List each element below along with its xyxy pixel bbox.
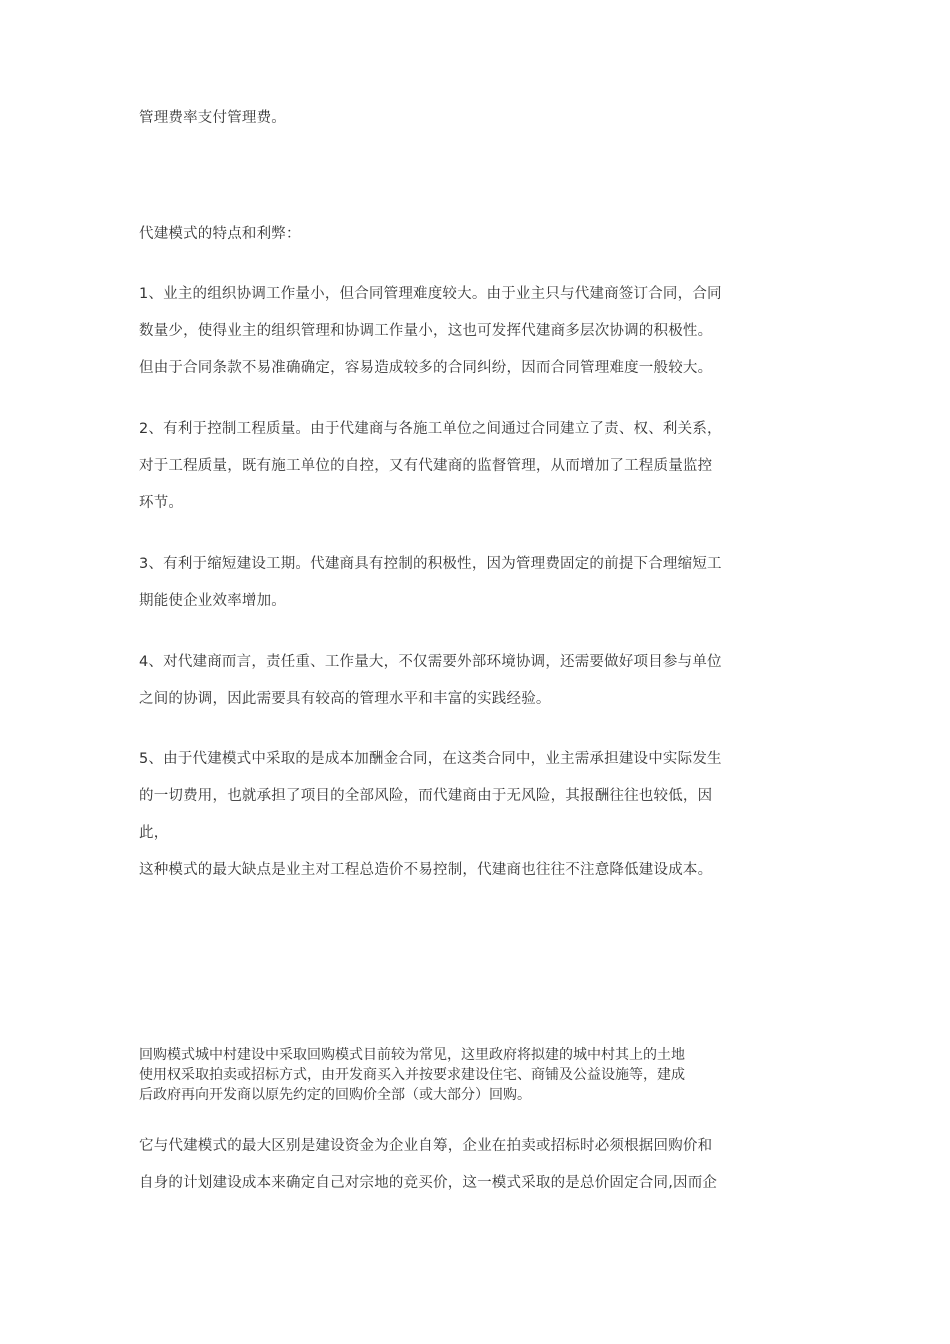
buyback-line-3: 后政府再向开发商以原先约定的回购价全部（或大部分）回购。 [139,1087,531,1103]
point-5-line-4: 这种模式的最大缺点是业主对工程总造价不易控制，代建商也往往不注意降低建设成本。 [139,862,713,878]
point-1-line-2: 数量少，使得业主的组织管理和协调工作量小，这也可发挥代建商多层次协调的积极性。 [139,323,713,339]
point-2-line-2: 对于工程质量，既有施工单位的自控，又有代建商的监督管理，从而增加了工程质量监控 [139,458,713,474]
point-2-line-1: 2、有利于控制工程质量。由于代建商与各施工单位之间通过合同建立了责、权、利关系， [139,421,722,437]
buyback-line-2: 使用权采取拍卖或招标方式，由开发商买入并按要求建设住宅、商铺及公益设施等，建成 [139,1067,685,1083]
point-4-line-1: 4、对代建商而言，责任重、工作量大，不仅需要外部环境协调，还需要做好项目参与单位 [139,654,722,670]
point-1-line-1: 1、业主的组织协调工作量小，但合同管理难度较大。由于业主只与代建商签订合同，合同 [139,286,722,302]
point-5-line-3: 此， [139,825,169,841]
point-3-line-2: 期能使企业效率增加。 [139,593,286,609]
point-2-line-3: 环节。 [139,495,184,511]
point-3-line-1: 3、有利于缩短建设工期。代建商具有控制的积极性，因为管理费固定的前提下合理缩短工 [139,556,722,572]
intro-line: 管理费率支付管理费。 [139,110,286,126]
point-5-line-2: 的一切费用，也就承担了项目的全部风险，而代建商由于无风险，其报酬往往也较低，因 [139,788,713,804]
point-4-line-2: 之间的协调，因此需要具有较高的管理水平和丰富的实践经验。 [139,691,551,707]
final-line-1: 它与代建模式的最大区别是建设资金为企业自筹，企业在拍卖或招标时必须根据回购价和 [139,1138,713,1154]
buyback-line-1: 回购模式城中村建设中采取回购模式目前较为常见，这里政府将拟建的城中村其上的土地 [139,1047,685,1063]
point-1-line-3: 但由于合同条款不易准确确定，容易造成较多的合同纠纷，因而合同管理难度一般较大。 [139,360,713,376]
final-line-2: 自身的计划建设成本来确定自己对宗地的竞买价，这一模式采取的是总价固定合同,因而企 [139,1175,718,1191]
section-heading: 代建模式的特点和利弊： [139,226,301,242]
point-5-line-1: 5、由于代建模式中采取的是成本加酬金合同，在这类合同中，业主需承担建设中实际发生 [139,751,722,767]
